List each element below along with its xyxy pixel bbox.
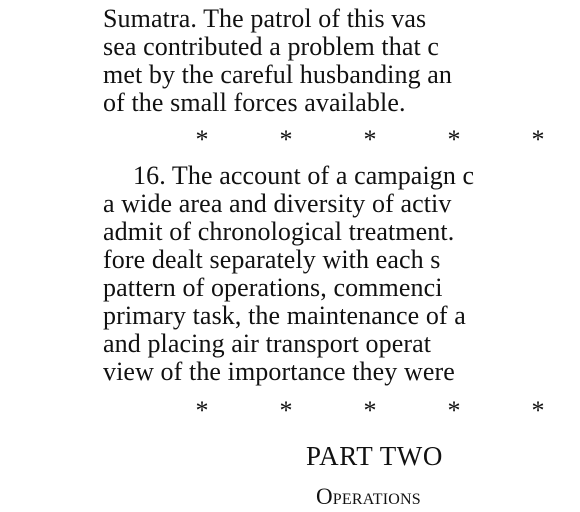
text-line: primary task, the maintenance of a: [103, 301, 466, 330]
text-line: admit of chronological treatment.: [103, 217, 455, 246]
separator-star: *: [531, 125, 545, 154]
text-line: 16. The account of a campaign c: [133, 161, 475, 190]
separator-star: *: [447, 396, 461, 425]
separator-star: *: [195, 125, 209, 154]
text-line: met by the careful husbanding an: [103, 60, 453, 89]
section-separator: [160, 125, 545, 154]
separator-star: *: [279, 125, 293, 154]
text-line: Sumatra. The patrol of this vas: [103, 4, 427, 33]
part-subheading: Operations: [316, 484, 421, 509]
separator-star: *: [195, 396, 209, 425]
separator-star: *: [447, 125, 461, 154]
text-line: of the small forces available.: [103, 88, 406, 117]
text-line: view of the importance they were: [103, 357, 455, 386]
separator-star: *: [363, 396, 377, 425]
part-heading: PART TWO: [306, 441, 443, 471]
separator-star: *: [279, 396, 293, 425]
text-line: fore dealt separately with each s: [103, 245, 441, 274]
text-line: pattern of operations, commenci: [103, 273, 443, 302]
text-line: and placing air transport operat: [103, 329, 432, 358]
text-line: a wide area and diversity of activ: [103, 189, 452, 218]
section-separator: [160, 396, 545, 425]
separator-star: *: [531, 396, 545, 425]
separator-star: *: [363, 125, 377, 154]
text-line: sea contributed a problem that c: [103, 32, 440, 61]
